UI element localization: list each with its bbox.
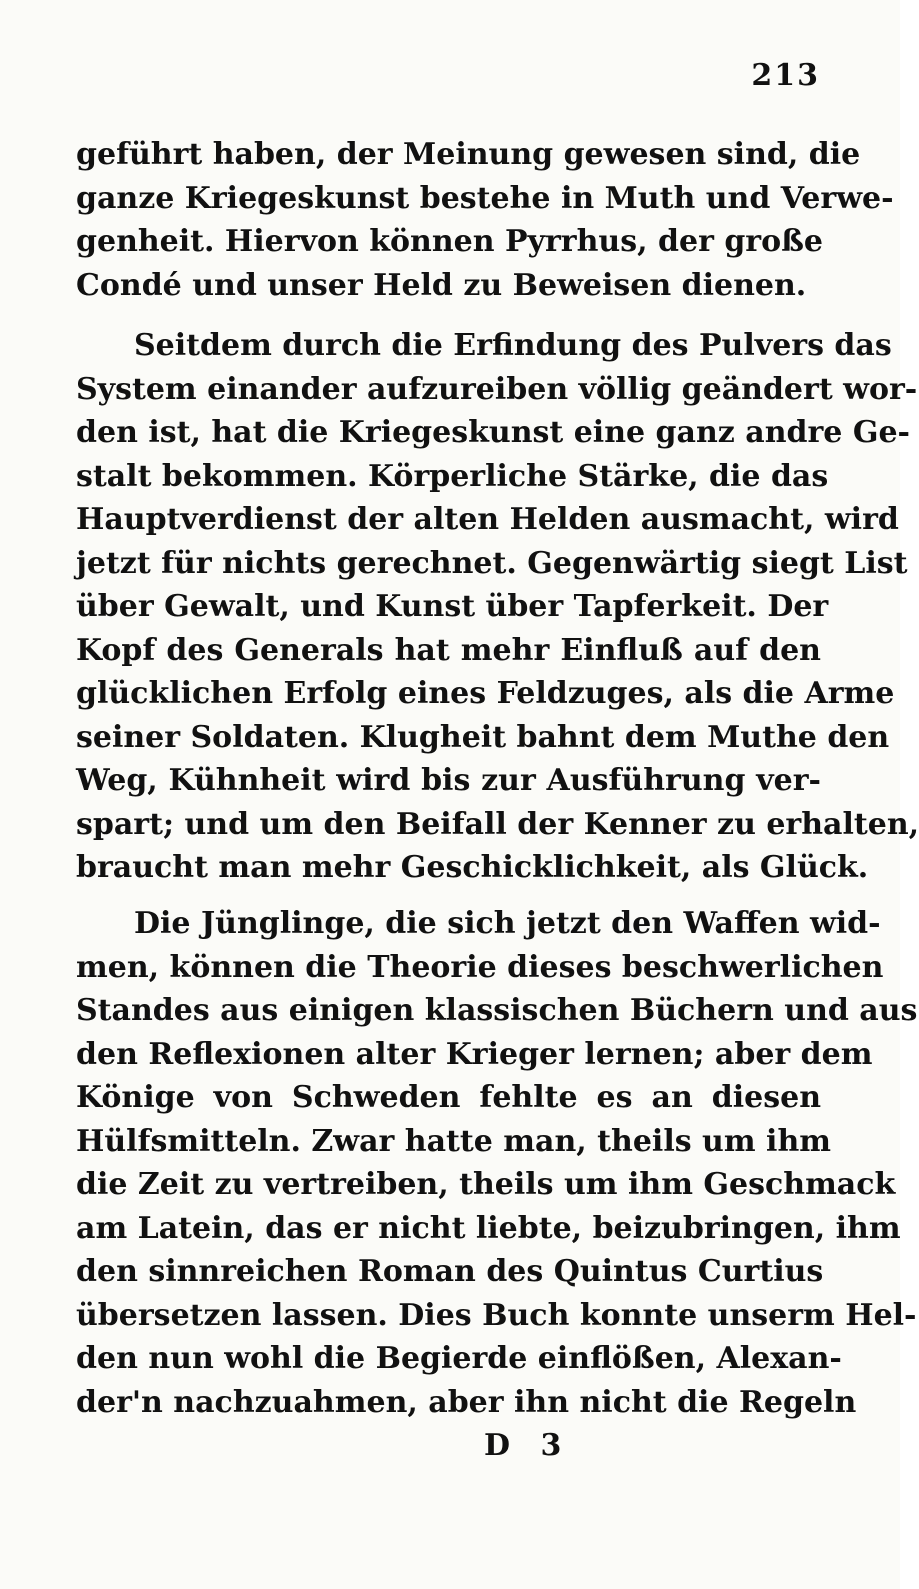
text-line: am Latein, das er nicht liebte, beizubringen, ihm <box>76 1210 901 1246</box>
text-line: Standes aus einigen klassischen Büchern und aus <box>76 993 918 1028</box>
text-line: ganze Kriegeskunst bestehe in Muth und Verwe- <box>76 180 894 216</box>
text-line: die Zeit zu vertreiben, theils um ihm Geschmack <box>76 1167 896 1202</box>
text-line: braucht man mehr Geschicklichkeit, als Glück. <box>76 850 869 885</box>
text-line: über Gewalt, und Kunst über Tapferkeit. Der <box>76 589 829 624</box>
text-line: Hauptverdienst der alten Helden ausmacht, wird <box>76 502 899 537</box>
text-line: übersetzen lassen. Dies Buch konnte unserm Hel- <box>76 1297 917 1333</box>
printer-signature-mark: D 3 <box>484 1428 572 1463</box>
text-line: Kopf des Generals hat mehr Einfluß auf den <box>76 632 821 668</box>
paragraph-1 <box>76 133 894 307</box>
page-number: 213 <box>751 58 820 93</box>
text-line: Hülfsmitteln. Zwar hatte man, theils um ihm <box>76 1123 832 1159</box>
text-line: System einander aufzureiben völlig geändert wor- <box>76 371 918 407</box>
text-line: Könige von Schweden fehlte es an diesen <box>76 1080 821 1115</box>
text-line: Weg, Kühnheit wird bis zur Ausführung ver- <box>76 763 821 798</box>
text-line: spart; und um den Beifall der Kenner zu erhalten, <box>76 806 919 842</box>
text-line: Seitdem durch die Erfindung des Pulvers das <box>134 328 892 363</box>
text-line: stalt bekommen. Körperliche Stärke, die das <box>76 458 829 494</box>
text-line: glücklichen Erfolg eines Feldzuges, als die Arme <box>76 676 895 711</box>
text-line: den nun wohl die Begierde einflößen, Alexan- <box>76 1341 842 1376</box>
paragraph-3 <box>76 902 918 1424</box>
text-line: geführt haben, der Meinung gewesen sind, die <box>76 137 861 172</box>
text-line: men, können die Theorie dieses beschwerlichen <box>76 949 884 985</box>
text-line: Condé und unser Held zu Beweisen dienen. <box>76 267 807 303</box>
text-line: den sinnreichen Roman des Quintus Curtius <box>76 1254 824 1289</box>
text-line: Die Jünglinge, die sich jetzt den Waffen wid- <box>134 906 881 941</box>
text-line: den Reflexionen alter Krieger lernen; aber dem <box>76 1036 873 1072</box>
text-line: seiner Soldaten. Klugheit bahnt dem Muthe den <box>76 719 890 755</box>
text-line: jetzt für nichts gerechnet. Gegenwärtig siegt List <box>76 545 908 581</box>
text-line: den ist, hat die Kriegeskunst eine ganz andre Ge- <box>76 415 910 450</box>
paragraph-2 <box>76 324 919 890</box>
text-line: genheit. Hiervon können Pyrrhus, der große <box>76 224 823 259</box>
text-line: der'n nachzuahmen, aber ihn nicht die Regeln <box>76 1384 857 1420</box>
